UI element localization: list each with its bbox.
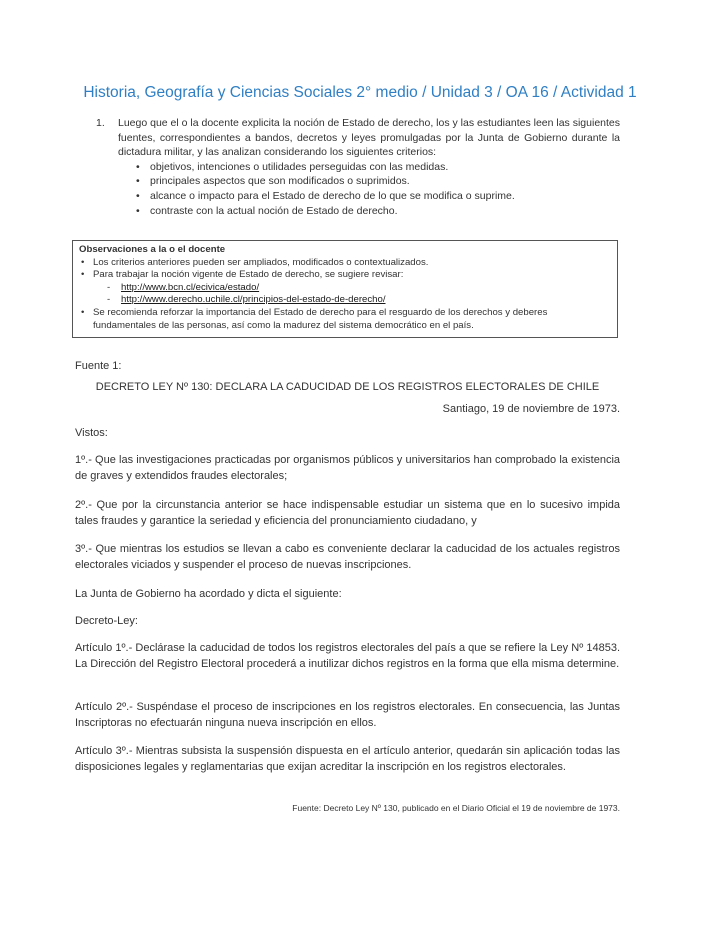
instruction-number: 1.: [96, 117, 105, 129]
decree-recital: 1º.- Que las investigaciones practicadas por organismos públicos y universitarios han comprobado la existencia de graves y extendidos fraudes electorales;: [75, 454, 620, 482]
criteria-item: • principales aspectos que son modificados o suprimidos.: [150, 174, 620, 189]
source-label: Fuente 1:: [75, 360, 122, 372]
criteria-item: • objetivos, intenciones o utilidades perseguidas con las medidas.: [150, 160, 620, 175]
reference-links: [79, 282, 611, 307]
vistos-label: Vistos:: [75, 427, 108, 439]
place-date: Santiago, 19 de noviembre de 1973.: [442, 403, 620, 415]
source-citation: Fuente: Decreto Ley Nº 130, publicado en el Diario Oficial el 19 de noviembre de 1973.: [292, 803, 620, 813]
instruction-text: Luego que el o la docente explicita la noción de Estado de derecho, los y las estudiantes leen las siguientes fuentes, correspondientes a bandos, decretos y leyes promulgadas por la Junta de Gobierno durante la dictadura militar, y las analizan considerando los siguientes criterios:: [118, 117, 621, 159]
junta-statement: La Junta de Gobierno ha acordado y dicta el siguiente:: [75, 588, 342, 600]
criteria-list: [118, 160, 620, 218]
teacher-observations-box: [72, 240, 618, 338]
decree-article: Artículo 2º.- Suspéndase el proceso de inscripciones en los registros electorales. En consecuencia, las Juntas Inscriptoras no efectuarán ninguna nueva inscripción en ellos.: [75, 701, 620, 729]
reference-link-bcn[interactable]: http://www.bcn.cl/ecivica/estado/: [121, 281, 260, 293]
criteria-item: • alcance o impacto para el Estado de derecho de lo que se modifica o suprime.: [150, 189, 620, 204]
decree-recital: 2º.- Que por la circunstancia anterior se hace indispensable estudiar un sistema que en lo sucesivo impida tales fraudes y garantice la seriedad y eficiencia del pronunciamiento ciudadano, y: [75, 499, 620, 527]
observation-item: • Para trabajar la noción vigente de Estado de derecho, se sugiere revisar:: [93, 269, 611, 282]
decree-title: DECRETO LEY Nº 130: DECLARA LA CADUCIDAD DE LOS REGISTROS ELECTORALES DE CHILE: [95, 381, 600, 393]
decree-article: Artículo 1º.- Declárase la caducidad de todos los registros electorales del país a que se refiere la Ley Nº 14853. La Dirección del Registro Electoral procederá a inutilizar dichos registros en la forma que ella misma determine.: [75, 642, 620, 670]
activity-instructions: [96, 116, 621, 218]
criteria-item: • contraste con la actual noción de Estado de derecho.: [150, 204, 620, 219]
decree-recital: 3º.- Que mientras los estudios se llevan a cabo es conveniente declarar la caducidad de los actuales registros electorales viciados y suspender el proceso de nuevas inscripciones.: [75, 543, 620, 571]
observations-heading: Observaciones a la o el docente: [79, 244, 226, 255]
observation-item: • Se recomienda reforzar la importancia del Estado de derecho para el resguardo de los derechos y deberes fundamentales de las personas, así como la madurez del sistema democrático en el país.: [93, 307, 611, 332]
decree-article: Artículo 3º.- Mientras subsista la suspensión dispuesta en el artículo anterior, quedarán sin aplicación todas las disposiciones legales y reglamentarias que exijan acreditar la inscripción en los registros electorales.: [75, 745, 620, 773]
page-title: Historia, Geografía y Ciencias Sociales 2° medio / Unidad 3 / OA 16 / Actividad 1: [83, 84, 637, 101]
observation-item: • Los criterios anteriores pueden ser ampliados, modificados o contextualizados.: [93, 257, 611, 270]
reference-link-uchile[interactable]: http://www.derecho.uchile.cl/principios-del-estado-de-derecho/: [121, 294, 386, 306]
decreto-ley-label: Decreto-Ley:: [75, 615, 138, 627]
